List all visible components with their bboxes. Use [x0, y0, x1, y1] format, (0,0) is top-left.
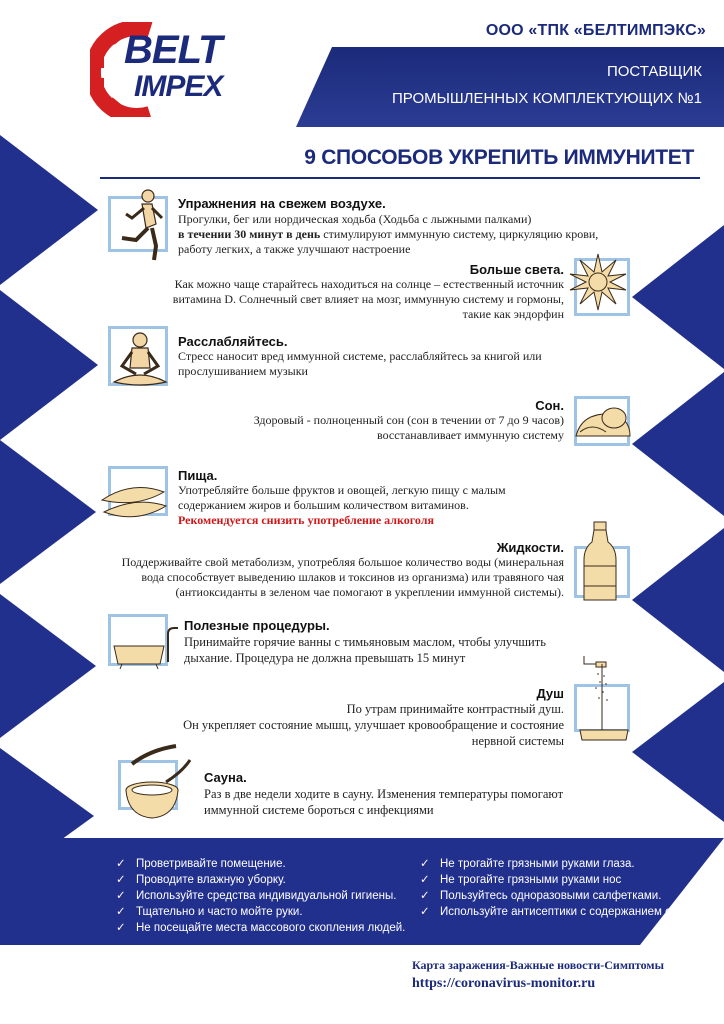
checkmark-icon: ✓ — [116, 858, 126, 870]
exercise-line-3: работу легких, а также улучшают настроение — [178, 242, 411, 256]
tips-list-left — [116, 856, 405, 936]
footer-tagline: Карта заражения-Важные новости-Симптомы — [412, 958, 664, 972]
liquids-line-2: вода способствует выведению шлаков и токсинов из организма) или травяного чая — [141, 570, 564, 584]
food-icon — [96, 478, 170, 528]
tip-item — [116, 856, 405, 872]
light-line-3: такие как эндорфин — [462, 307, 564, 321]
header-band-cut — [296, 47, 332, 127]
tip-text: Используйте средства индивидуальной гигиены. — [136, 890, 397, 902]
tip-item — [116, 920, 405, 936]
food-warning: Рекомендуется снизить употребление алкоголя — [178, 513, 434, 527]
checkmark-icon: ✓ — [420, 874, 430, 886]
decor-triangle-right-1 — [632, 225, 724, 369]
sleep-heading: Сон. — [535, 398, 564, 413]
sauna-text — [204, 786, 624, 818]
tip-text: Проводите влажную уборку. — [136, 874, 286, 886]
title-underline — [100, 177, 700, 179]
header-band — [296, 47, 724, 127]
decor-triangle-left-1 — [0, 135, 98, 285]
light-text — [124, 277, 564, 322]
food-heading: Пища. — [178, 468, 218, 483]
checkmark-icon: ✓ — [116, 890, 126, 902]
sleep-line-1: Здоровый - полноценный сон (сон в течении от 7 до 9 часов) — [253, 413, 564, 427]
shower-line-3: нервной системы — [471, 734, 564, 748]
sauna-line-1: Раз в две недели ходите в сауну. Изменения температуры помогают — [204, 787, 564, 801]
decor-triangle-left-2 — [0, 290, 98, 440]
header-supplier: ПОСТАВЩИК — [606, 63, 702, 80]
procedures-heading: Полезные процедуры. — [184, 618, 330, 633]
page-title: 9 СПОСОБОВ УКРЕПИТЬ ИММУНИТЕТ — [304, 146, 694, 169]
relax-heading: Расслабляйтесь. — [178, 334, 288, 349]
tip-item — [420, 904, 704, 920]
exercise-bold: в течении 30 минут в день — [178, 227, 321, 241]
relax-text — [178, 349, 598, 379]
footer-url-link[interactable]: https://coronavirus-monitor.ru — [412, 976, 596, 991]
meditation-icon — [108, 330, 172, 390]
exercise-line-1: Прогулки, бег или нордическая ходьба (Ходьба с лыжными палками) — [178, 212, 532, 226]
sauna-heading: Сауна. — [204, 770, 247, 785]
liquids-line-3: (антиоксиданты в зеленом чае помогают в укреплении иммунной системы). — [175, 585, 564, 599]
tip-item — [116, 888, 405, 904]
tip-item — [116, 904, 405, 920]
decor-triangle-right-2 — [632, 372, 724, 516]
checkmark-icon: ✓ — [116, 922, 126, 934]
tip-item — [116, 872, 405, 888]
exercise-heading: Упражнения на свежем воздухе. — [178, 196, 386, 211]
bottle-icon — [580, 520, 620, 604]
tip-text: Используйте антисептики с содержанием спирта. — [440, 906, 705, 918]
light-line-2: витамина D. Солнечный свет влияет на мозг, иммунную систему и гормоны, — [172, 292, 564, 306]
checkmark-icon: ✓ — [420, 858, 430, 870]
tip-text: Не трогайте грязными руками глаза. — [440, 858, 635, 870]
sleep-text — [144, 413, 564, 443]
decor-triangle-right-3 — [632, 528, 724, 672]
tip-item — [420, 872, 704, 888]
sun-icon — [566, 250, 630, 314]
exercise-line-2 — [178, 227, 638, 242]
light-heading: Больше света. — [469, 262, 564, 277]
sleep-line-2: восстанавливает иммунную систему — [377, 428, 564, 442]
bathtub-icon — [112, 626, 182, 670]
tip-text: Тщательно и часто мойте руки. — [136, 906, 303, 918]
light-line-1: Как можно чаще старайтесь находиться на солнце – естественный источник — [174, 277, 564, 291]
procedures-line-1: Принимайте горячие ванны с тимьяновым маслом, чтобы улучшить — [184, 635, 546, 649]
logo-impex-text: IMPEX — [134, 70, 223, 103]
checkmark-icon: ✓ — [420, 890, 430, 902]
tip-text: Пользуйтесь одноразовыми салфетками. — [440, 890, 662, 902]
checkmark-icon: ✓ — [420, 906, 430, 918]
sleeping-person-icon — [572, 392, 634, 444]
relax-line-2: прослушиванием музыки — [178, 364, 308, 378]
tips-list-right — [420, 856, 704, 920]
liquids-line-1: Поддерживайте свой метаболизм, употребляя большое количество воды (минеральная — [121, 555, 564, 569]
tip-text: Не посещайте места массового скопления людей. — [136, 922, 406, 934]
procedures-line-2: дыхание. Процедура не должна превышать 15 минут — [184, 651, 466, 665]
tip-item — [420, 856, 704, 872]
food-line-1: Употребляйте больше фруктов и овощей, легкую пищу с малым — [178, 483, 506, 497]
shower-heading: Душ — [536, 686, 564, 701]
runner-icon — [112, 188, 172, 264]
sauna-bucket-icon — [116, 742, 196, 824]
food-text — [178, 483, 598, 528]
procedures-text — [184, 634, 624, 666]
exercise-line-2-rest: стимулируют иммунную систему, циркуляцию крови, — [320, 227, 599, 241]
liquids-heading: Жидкости. — [496, 540, 564, 555]
logo-belt-text: BELT — [124, 28, 222, 72]
shower-line-1: По утрам принимайте контрастный душ. — [346, 702, 564, 716]
tip-item — [420, 888, 704, 904]
decor-triangle-right-4 — [632, 682, 724, 822]
header-components: ПРОМЫШЛЕННЫХ КОМПЛЕКТУЮЩИХ №1 — [391, 90, 702, 107]
checkmark-icon: ✓ — [116, 874, 126, 886]
tip-text: Не трогайте грязными руками нос — [440, 874, 622, 886]
tip-text: Проветривайте помещение. — [136, 858, 286, 870]
relax-line-1: Стресс наносит вред иммунной системе, расслабляйтесь за книгой или — [178, 349, 542, 363]
shower-icon — [576, 654, 632, 746]
company-name: ООО «ТПК «БЕЛТИМПЭКС» — [485, 22, 706, 39]
checkmark-icon: ✓ — [116, 906, 126, 918]
decor-triangle-left-3 — [0, 440, 96, 584]
sauna-line-2: иммунной системе бороться с инфекциями — [204, 803, 434, 817]
shower-line-2: Он укрепляет состояние мышц, улучшает кровообращение и состояние — [183, 718, 564, 732]
liquids-text — [84, 555, 564, 600]
company-logo — [90, 22, 240, 117]
decor-triangle-left-4 — [0, 594, 96, 738]
food-line-2: содержанием жиров и большим количеством витаминов. — [178, 498, 469, 512]
